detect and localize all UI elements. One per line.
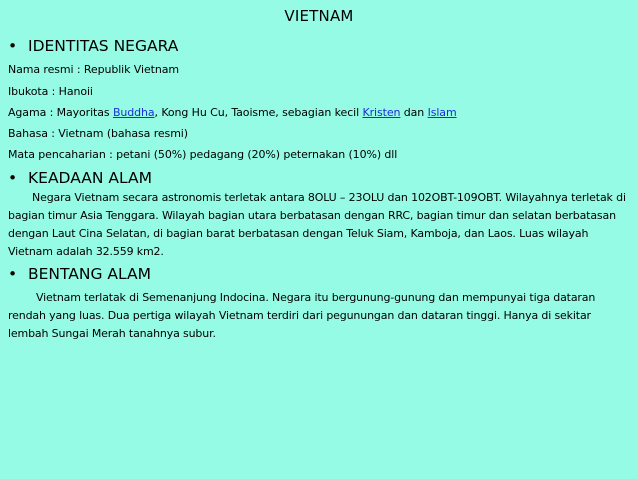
agama-middle: , Kong Hu Cu, Taoisme, sebagian kecil <box>154 106 363 119</box>
bullet-bentang: • <box>8 265 18 283</box>
heading-identitas <box>8 37 178 55</box>
slide-title: VIETNAM <box>284 7 354 25</box>
agama-and: dan <box>400 106 428 119</box>
mata-pencaharian: Mata pencaharian : petani (50%) pedagang (20%) peternakan (10%) dll <box>8 148 398 161</box>
heading-keadaan-text: KEADAAN ALAM <box>28 169 152 187</box>
heading-keadaan <box>8 169 152 187</box>
link-buddha[interactable]: Buddha <box>112 106 155 119</box>
keadaan-paragraph: Negara Vietnam secara astronomis terletak antara 8OLU – 23OLU dan 102OBT-109OBT. Wilayahnya terletak di bagian timur Asia Tenggara. Wilayah bagian utara berbatasan dengan RRC, bagian timur dan selatan berbatasan dengan Laut Cina Selatan, di bagian barat berbatasan dengan Teluk Siam, Kamboja, dan Laos. Luas wilayah Vietnam adalah 32.559 km2. <box>8 191 626 258</box>
bentang-paragraph: Vietnam terlatak di Semenanjung Indocina. Negara itu bergunung-gunung dan mempunyai tiga dataran rendah yang luas. Dua pertiga wilayah Vietnam terdiri dari pegunungan dan dataran tinggi. Hanya di sekitar lembah Sungai Merah tanahnya subur. <box>8 291 596 340</box>
link-islam[interactable]: Islam <box>427 106 457 119</box>
bahasa: Bahasa : Vietnam (bahasa resmi) <box>8 127 188 140</box>
nama-resmi: Nama resmi : Republik Vietnam <box>8 63 179 76</box>
agama <box>8 106 457 119</box>
heading-identitas-text: IDENTITAS NEGARA <box>28 37 179 55</box>
bullet-keadaan: • <box>8 169 18 187</box>
link-kristen[interactable]: Kristen <box>362 106 401 119</box>
bullet-identitas: • <box>8 37 18 55</box>
heading-bentang <box>8 265 151 283</box>
heading-bentang-text: BENTANG ALAM <box>28 265 151 283</box>
ibukota: Ibukota : Hanoii <box>8 85 93 98</box>
agama-prefix: Agama : Mayoritas <box>8 106 113 119</box>
